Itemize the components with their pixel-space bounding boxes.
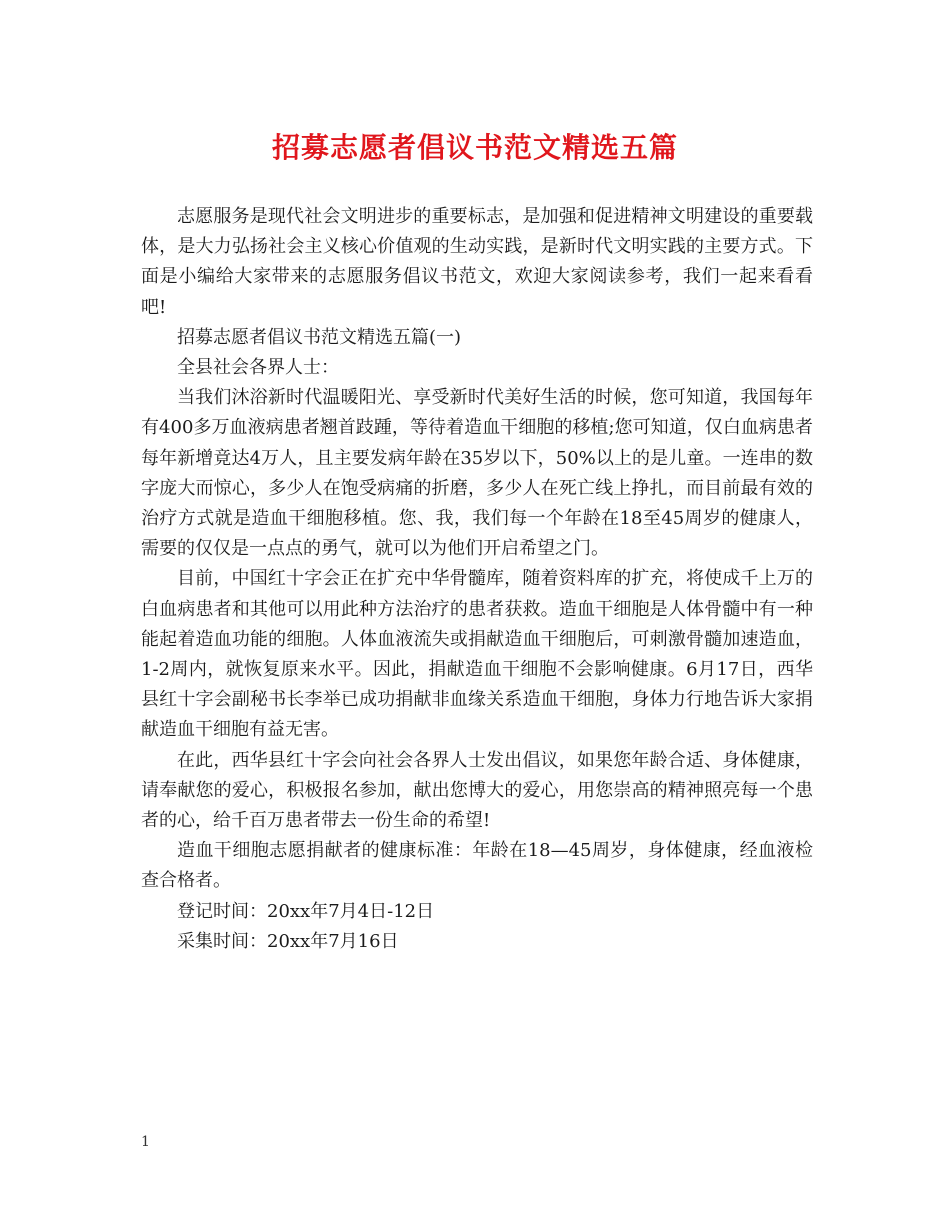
collection-time: 采集时间：20xx年7月16日 (177, 930, 399, 952)
health-standard-paragraph: 造血干细胞志愿捐献者的健康标准：年龄在18—45周岁，身体健康，经血液检查合格者。 (141, 840, 813, 892)
document-title: 招募志愿者倡议书范文精选五篇 (271, 131, 678, 164)
intro-paragraph: 志愿服务是现代社会文明进步的重要标志，是加强和促进精神文明建设的重要载体，是大力弘扬社会主义核心价值观的生动实践，是新时代文明实践的主要方式。下面是小编给大家带来的志愿服务倡议书范文，欢迎大家阅读参考，我们一起来看看吧! (141, 206, 813, 318)
body-paragraph: 目前，中国红十字会正在扩充中华骨髓库，随着资料库的扩充，将使成千上万的白血病患者和其他可以用此种方法治疗的患者获救。造血干细胞是人体骨髓中有一种能起着造血功能的细胞。人体血液流失或捐献造血干细胞后，可刺激骨髓加速造血，1-2周内，就恢复原来水平。因此，捐献造血干细胞不会影响健康。6月17日，西华县红十字会副秘书长李举已成功捐献非血缘关系造血干细胞，身体力行地告诉大家捐献造血干细胞有益无害。 (141, 568, 813, 741)
salutation: 全县社会各界人士： (177, 357, 339, 379)
section-heading: 招募志愿者倡议书范文精选五篇(一) (177, 326, 462, 348)
body-paragraph: 在此，西华县红十字会向社会各界人士发出倡议，如果您年龄合适、身体健康，请奉献您的爱心，积极报名参加，献出您博大的爱心，用您崇高的精神照亮每一个患者的心，给千百万患者带去一份生命的希望! (141, 749, 813, 832)
registration-time: 登记时间：20xx年7月4日-12日 (177, 900, 435, 922)
body-paragraph: 当我们沐浴新时代温暖阳光、享受新时代美好生活的时候，您可知道，我国每年有400多万血液病患者翘首跂踵，等待着造血干细胞的移植;您可知道，仅白血病患者每年新增竟达4万人，且主要发病年龄在35岁以下，50%以上的是儿童。一连串的数字庞大而惊心，多少人在饱受病痛的折磨，多少人在死亡线上挣扎，而目前最有效的治疗方式就是造血干细胞移植。您、我，我们每一个年龄在18至45周岁的健康人，需要的仅仅是一点点的勇气，就可以为他们开启希望之门。 (141, 387, 813, 560)
page-number: 1 (141, 1134, 150, 1150)
document-body (141, 202, 813, 957)
